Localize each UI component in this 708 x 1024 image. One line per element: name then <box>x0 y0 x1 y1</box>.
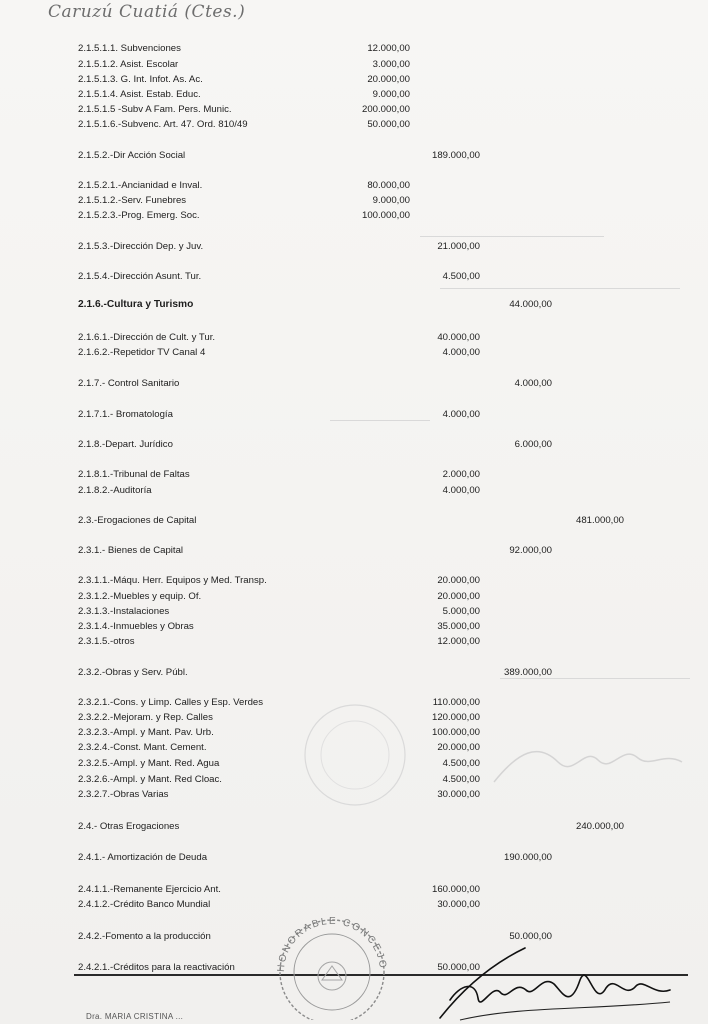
bleed-rule <box>440 288 680 289</box>
budget-row <box>0 377 708 390</box>
amount-col2: 20.000,00 <box>437 591 480 602</box>
amount-col3: 44.000,00 <box>509 299 552 310</box>
budget-item-label: 2.3.2.6.-Ampl. y Mant. Red Cloac. <box>78 774 222 785</box>
budget-item-label: 2.1.5.1.2. Asist. Escolar <box>78 59 179 70</box>
budget-item-label: 2.1.5.3.-Dirección Dep. y Juv. <box>78 241 204 252</box>
budget-row <box>0 118 708 131</box>
budget-item-label: 2.3.1.5.-otros <box>78 636 135 647</box>
budget-item-label: 2.1.5.2.1.-Ancianidad e Inval. <box>78 180 203 191</box>
budget-row <box>0 635 708 648</box>
budget-item-label: 2.1.5.4.-Dirección Asunt. Tur. <box>78 271 202 282</box>
budget-item-label: 2.1.5.1.2.-Serv. Funebres <box>78 195 187 206</box>
amount-col3: 4.000,00 <box>514 378 552 389</box>
handwritten-header: Caruzú Cuatiá (Ctes.) <box>48 2 246 22</box>
amount-col2: 40.000,00 <box>437 332 480 343</box>
budget-row <box>0 346 708 359</box>
official-seal-icon <box>270 910 394 1020</box>
amount-col2: 120.000,00 <box>431 712 480 723</box>
budget-row <box>0 666 708 679</box>
budget-row <box>0 42 708 55</box>
amount-col2: 189.000,00 <box>431 150 480 161</box>
budget-item-label: 2.1.5.1.5 -Subv A Fam. Pers. Munic. <box>78 104 232 115</box>
budget-item-label: 2.1.6.2.-Repetidor TV Canal 4 <box>78 347 206 358</box>
budget-row <box>0 149 708 162</box>
budget-row <box>0 103 708 116</box>
amount-col2: 20.000,00 <box>437 742 480 753</box>
amount-col3: 6.000,00 <box>514 439 552 450</box>
budget-item-label: 2.3.2.1.-Cons. y Limp. Calles y Esp. Verdes <box>78 697 264 708</box>
amount-col3: 92.000,00 <box>509 545 552 556</box>
budget-item-label: 2.1.8.2.-Auditoría <box>78 485 152 496</box>
amount-col2: 4.500,00 <box>442 758 480 769</box>
amount-col2: 110.000,00 <box>432 697 480 708</box>
amount-col2: 12.000,00 <box>437 636 480 647</box>
amount-col1: 12.000,00 <box>367 43 410 54</box>
budget-row <box>0 270 708 283</box>
budget-row <box>0 331 708 344</box>
budget-item-label: 2.1.8.1.-Tribunal de Faltas <box>78 469 190 480</box>
amount-col1: 200.000,00 <box>361 104 410 115</box>
amount-col1: 9.000,00 <box>372 89 410 100</box>
budget-item-label: 2.4.1.- Amortización de Deuda <box>78 852 208 863</box>
budget-row <box>0 179 708 192</box>
amount-col2: 20.000,00 <box>437 575 480 586</box>
budget-item-label: 2.4.2.-Fomento a la producción <box>78 931 211 942</box>
amount-col4: 240.000,00 <box>575 821 624 832</box>
budget-item-label: 2.4.1.2.-Crédito Banco Mundial <box>78 899 211 910</box>
budget-row <box>0 590 708 603</box>
budget-row <box>0 605 708 618</box>
budget-row <box>0 88 708 101</box>
budget-item-label: 2.3.2.3.-Ampl. y Mant. Pav. Urb. <box>78 727 214 738</box>
budget-item-label: 2.1.7.- Control Sanitario <box>78 378 180 389</box>
amount-col2: 100.000,00 <box>431 727 480 738</box>
budget-item-label: 2.3.2.4.-Const. Mant. Cement. <box>78 742 207 753</box>
budget-row <box>0 408 708 421</box>
budget-item-label: 2.1.6.1.-Dirección de Cult. y Tur. <box>78 332 216 343</box>
budget-item-label: 2.1.5.2.3.-Prog. Emerg. Soc. <box>78 210 200 221</box>
amount-col2: 30.000,00 <box>437 789 480 800</box>
budget-item-label: 2.3.2.7.-Obras Varias <box>78 789 169 800</box>
amount-col2: 4.500,00 <box>442 774 480 785</box>
budget-item-label: 2.1.5.1.4. Asist. Estab. Educ. <box>78 89 201 100</box>
amount-col2: 50.000,00 <box>437 962 480 973</box>
budget-row <box>0 820 708 833</box>
budget-item-label: 2.3.1.1.-Máqu. Herr. Equipos y Med. Transp. <box>78 575 267 586</box>
budget-item-label: 2.3.2.2.-Mejoram. y Rep. Calles <box>78 712 213 723</box>
signature-icon <box>430 940 680 1024</box>
budget-row <box>0 240 708 253</box>
budget-row <box>0 298 708 311</box>
budget-item-label: 2.3.2.-Obras y Serv. Públ. <box>78 667 188 678</box>
amount-col2: 35.000,00 <box>437 621 480 632</box>
budget-item-label: 2.3.2.5.-Ampl. y Mant. Red. Agua <box>78 758 220 769</box>
budget-row <box>0 574 708 587</box>
signatory-name: Dra. MARIA CRISTINA ... <box>86 1012 184 1021</box>
budget-item-label: 2.4.1.1.-Remanente Ejercicio Ant. <box>78 884 221 895</box>
amount-col3: 389.000,00 <box>503 667 552 678</box>
amount-col2: 4.000,00 <box>442 485 480 496</box>
amount-col2: 4.000,00 <box>442 347 480 358</box>
amount-col2: 4.500,00 <box>442 271 480 282</box>
budget-item-label: 2.3.-Erogaciones de Capital <box>78 515 197 526</box>
budget-item-label: 2.3.1.3.-Instalaciones <box>78 606 170 617</box>
amount-col2: 160.000,00 <box>431 884 480 895</box>
budget-item-label: 2.1.5.2.-Dir Acción Social <box>78 150 186 161</box>
amount-col2: 21.000,00 <box>437 241 480 252</box>
budget-row <box>0 851 708 864</box>
budget-row <box>0 544 708 557</box>
budget-item-label: 2.1.5.1.6.-Subvenc. Art. 47. Ord. 810/49 <box>78 119 248 130</box>
amount-col1: 3.000,00 <box>372 59 410 70</box>
bleed-signature-icon <box>488 722 688 802</box>
budget-row <box>0 883 708 896</box>
amount-col1: 80.000,00 <box>367 180 410 191</box>
budget-item-label: 2.1.5.1.1. Subvenciones <box>78 43 181 54</box>
budget-item-label: 2.3.1.- Bienes de Capital <box>78 545 184 556</box>
amount-col2: 5.000,00 <box>442 606 480 617</box>
budget-row <box>0 514 708 527</box>
budget-item-label: 2.3.1.4.-Inmuebles y Obras <box>78 621 194 632</box>
budget-item-label: 2.4.2.1.-Créditos para la reactivación <box>78 962 235 973</box>
budget-item-label: 2.3.1.2.-Muebles y equip. Of. <box>78 591 202 602</box>
amount-col1: 20.000,00 <box>367 74 410 85</box>
bleed-rule <box>420 236 604 237</box>
budget-item-label: 2.1.5.1.3. G. Int. Infot. As. Ac. <box>78 74 203 85</box>
amount-col2: 2.000,00 <box>442 469 480 480</box>
amount-col2: 30.000,00 <box>437 899 480 910</box>
budget-row <box>0 468 708 481</box>
bleed-stamp-icon <box>300 700 410 810</box>
svg-text:HONORABLE CONCEJO: HONORABLE CONCEJO <box>275 915 389 973</box>
budget-item-label: 2.1.7.1.- Bromatología <box>78 409 173 420</box>
budget-row <box>0 620 708 633</box>
amount-col4: 481.000,00 <box>575 515 624 526</box>
budget-row <box>0 58 708 71</box>
budget-item-label: 2.1.6.-Cultura y Turismo <box>78 299 194 310</box>
amount-col2: 4.000,00 <box>442 409 480 420</box>
budget-item-label: 2.4.- Otras Erogaciones <box>78 821 180 832</box>
budget-item-label: 2.1.8.-Depart. Jurídico <box>78 439 173 450</box>
amount-col1: 9.000,00 <box>372 195 410 206</box>
amount-col1: 50.000,00 <box>367 119 410 130</box>
budget-row <box>0 73 708 86</box>
budget-row <box>0 438 708 451</box>
budget-row <box>0 194 708 207</box>
budget-row <box>0 484 708 497</box>
amount-col1: 100.000,00 <box>361 210 410 221</box>
amount-col3: 50.000,00 <box>509 931 552 942</box>
budget-row <box>0 209 708 222</box>
amount-col3: 190.000,00 <box>503 852 552 863</box>
